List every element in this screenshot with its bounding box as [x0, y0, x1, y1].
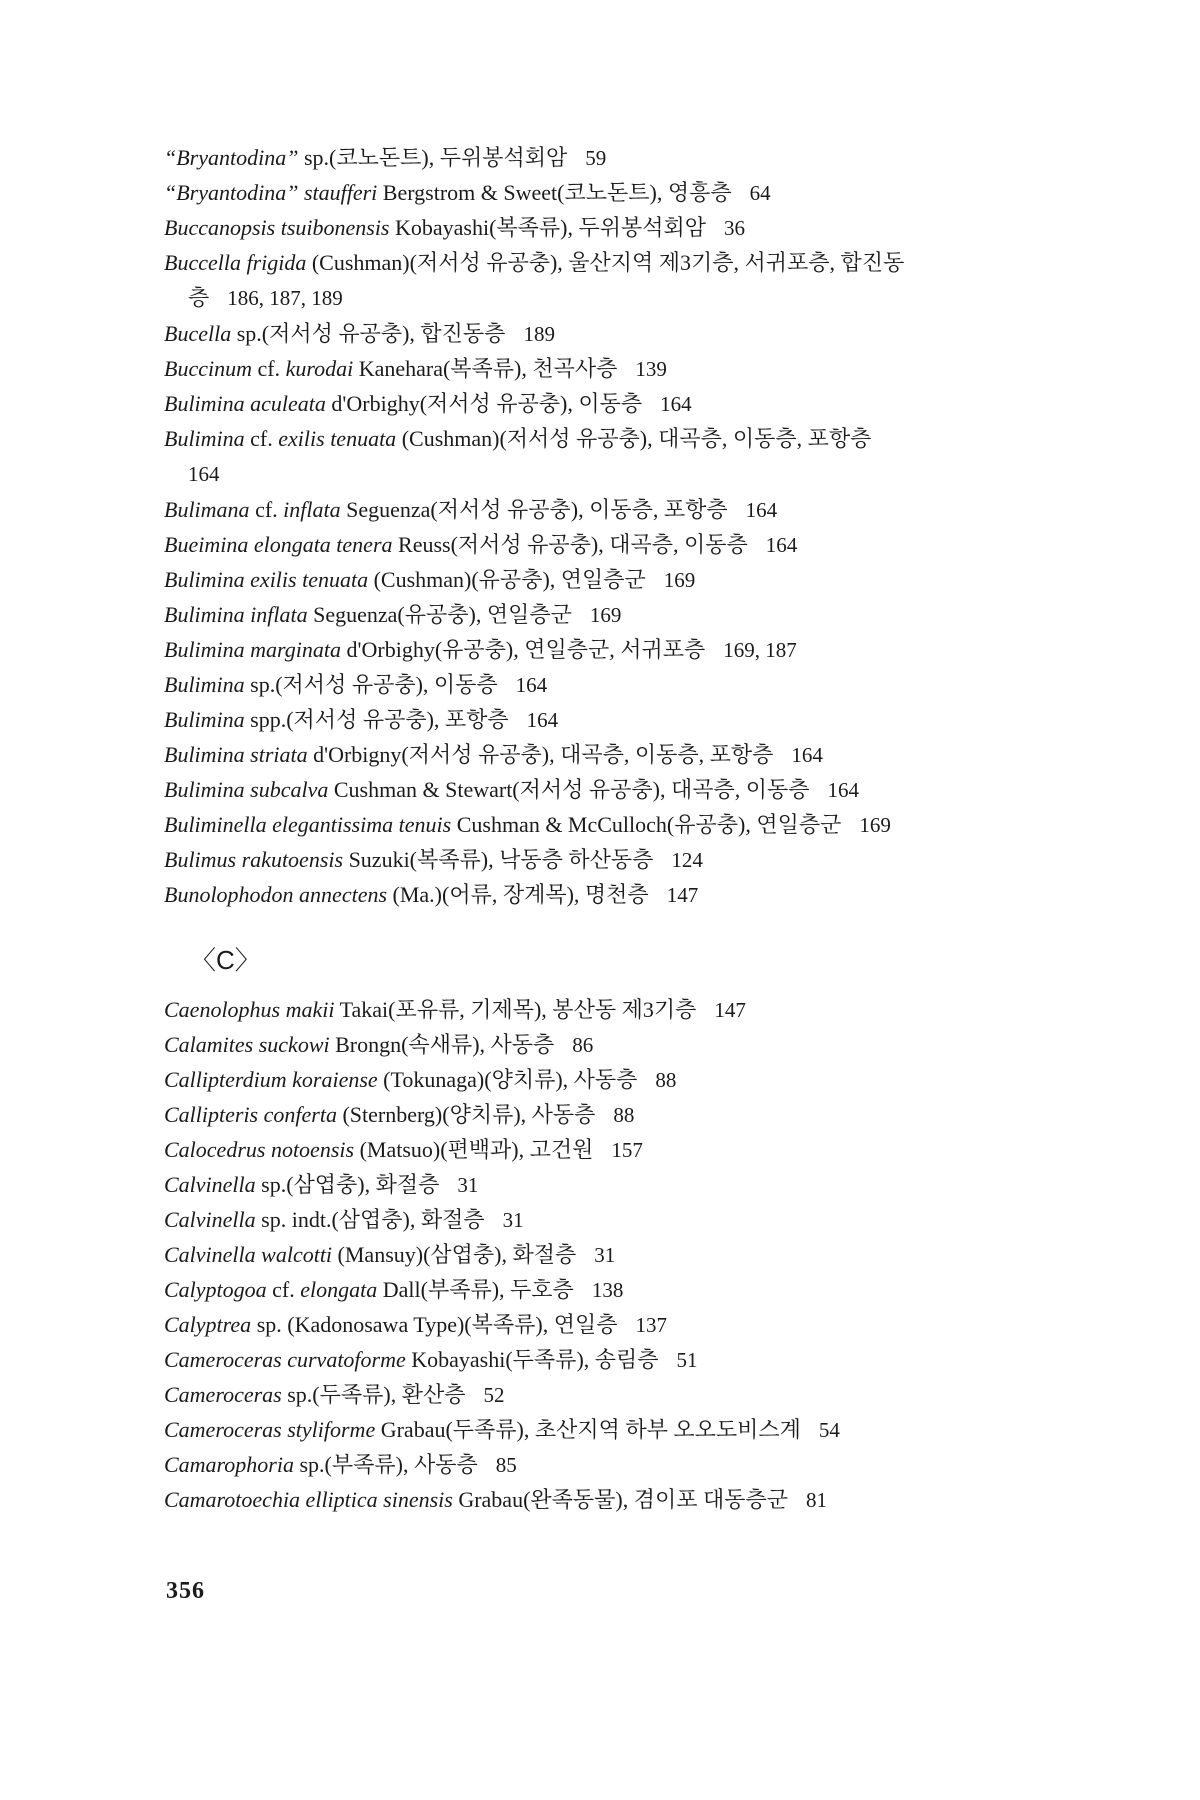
species-name: Bueimina elongata tenera: [164, 532, 393, 557]
index-entry: [164, 1272, 1064, 1307]
index-entry: [164, 210, 1064, 245]
page-reference: 186, 187, 189: [227, 286, 343, 310]
species-name: Buccinum: [164, 356, 252, 381]
page-reference: 164: [515, 673, 548, 697]
entry-description: Seguenza(유공충), 연일층군: [307, 602, 572, 627]
entry-description: Suzuki(복족류), 낙동층 하산동층: [343, 847, 654, 872]
index-entry: [164, 1132, 1064, 1167]
species-name: Buccanopsis tsuibonensis: [164, 215, 390, 240]
entry-description: (Ma.)(어류, 장계목), 명천층: [387, 882, 649, 907]
species-name: Bulimina subcalva: [164, 777, 329, 802]
entry-description: (Matsuo)(편백과), 고건원: [354, 1137, 594, 1162]
index-entry: [164, 772, 1064, 807]
index-entry: [164, 667, 1064, 702]
species-name: Bulimina inflata: [164, 602, 308, 627]
page-reference: 85: [495, 1453, 517, 1477]
entry-description: Grabau(완족동물), 겸이포 대동층군: [452, 1487, 788, 1512]
page-reference: 52: [483, 1383, 505, 1407]
page-reference: 86: [572, 1033, 594, 1057]
entry-description: sp.(두족류), 환산층: [281, 1382, 466, 1407]
page-reference: 164: [765, 533, 798, 557]
index-entry: [164, 351, 1064, 386]
index-section-b: [164, 140, 1064, 912]
page-reference: 124: [671, 848, 703, 872]
species-epithet: kurodai: [285, 356, 354, 381]
species-name: Bucella: [164, 321, 232, 346]
entry-description: spp.(저서성 유공충), 포항층: [244, 707, 509, 732]
entry-description: (Cushman)(저서성 유공충), 울산지역 제3기층, 서귀포층, 합진동: [306, 250, 905, 275]
entry-description: (Cushman)(저서성 유공충), 대곡층, 이동층, 포항층: [396, 426, 872, 451]
entry-description: Dall(부족류), 두호층: [377, 1277, 574, 1302]
index-entry: [164, 316, 1064, 351]
entry-description: Brongn(속새류), 사동층: [329, 1032, 555, 1057]
entry-description: sp. (Kadonosawa Type)(복족류), 연일층: [251, 1312, 618, 1337]
page-reference: 138: [591, 1278, 624, 1302]
page-reference: 88: [613, 1103, 635, 1127]
page-number: 356: [166, 1578, 205, 1604]
species-name: Bulimus rakutoensis: [164, 847, 344, 872]
page-reference: 164: [791, 743, 823, 767]
page-reference: 164: [745, 498, 778, 522]
index-entry: [164, 632, 1064, 667]
species-name: Calyptrea: [164, 1312, 252, 1337]
entry-continuation: [164, 456, 1064, 492]
entry-description: Takai(포유류, 기제목), 봉산동 제3기층: [334, 997, 697, 1022]
page-reference: 31: [502, 1208, 524, 1232]
species-name: Calamites suckowi: [164, 1032, 330, 1057]
entry-description: Kobayashi(두족류), 송림층: [405, 1347, 659, 1372]
species-name: Bulimina aculeata: [164, 391, 326, 416]
index-entry: [164, 737, 1064, 772]
species-name: Callipteris conferta: [164, 1102, 337, 1127]
species-epithet: inflata: [283, 497, 341, 522]
index-entry: [164, 1167, 1064, 1202]
page-reference: 139: [635, 357, 667, 381]
index-entry: [164, 1097, 1064, 1132]
species-name: “Bryantodina” staufferi: [164, 180, 378, 205]
page-reference: 164: [827, 778, 859, 802]
page-reference: 147: [714, 998, 746, 1022]
index-entry: [164, 1307, 1064, 1342]
species-epithet: elongata: [300, 1277, 378, 1302]
page-reference: 88: [655, 1068, 677, 1092]
index-entry: [164, 1412, 1064, 1447]
entry-description: (Tokunaga)(양치류), 사동층: [377, 1067, 638, 1092]
entry-description: (Cushman)(유공충), 연일층군: [368, 567, 646, 592]
index-entry: [164, 1202, 1064, 1237]
page-reference: 169: [859, 813, 891, 837]
entry-description: sp.(부족류), 사동층: [293, 1452, 478, 1477]
species-name: “Bryantodina”: [164, 145, 299, 170]
index-entry: [164, 877, 1064, 912]
page-reference: 81: [806, 1488, 827, 1512]
species-name: Callipterdium koraiense: [164, 1067, 378, 1092]
entry-description: Reuss(저서성 유공충), 대곡층, 이동층: [392, 532, 748, 557]
species-name: Calocedrus notoensis: [164, 1137, 355, 1162]
index-entry: [164, 421, 1064, 492]
index-entry: [164, 245, 1064, 316]
species-name: Buccella frigida: [164, 250, 307, 275]
index-entry: [164, 597, 1064, 632]
index-entry: [164, 1062, 1064, 1097]
species-index: [164, 140, 1064, 1517]
page-reference: 157: [611, 1138, 643, 1162]
page-reference: 64: [749, 181, 771, 205]
entry-description: cf.: [244, 426, 279, 451]
entry-description: sp.(코노돈트), 두위봉석회암: [298, 145, 568, 170]
section-heading-c: 〈C〉: [190, 945, 261, 975]
index-entry: [164, 1482, 1064, 1517]
species-name: Bunolophodon annectens: [164, 882, 388, 907]
index-entry: [164, 807, 1064, 842]
species-name: Caenolophus makii: [164, 997, 335, 1022]
index-entry: [164, 1447, 1064, 1482]
entry-description: sp. indt.(삼엽충), 화절층: [255, 1207, 485, 1232]
index-entry: [164, 492, 1064, 527]
entry-description: d'Orbighy(저서성 유공충), 이동층: [325, 391, 643, 416]
entry-continuation: [164, 280, 1064, 316]
index-entry: [164, 527, 1064, 562]
species-name: Cameroceras styliforme: [164, 1417, 376, 1442]
entry-description: Kanehara(복족류), 천곡사층: [353, 356, 618, 381]
entry-description: Kobayashi(복족류), 두위봉석회암: [389, 215, 707, 240]
page-reference: 169: [663, 568, 696, 592]
page-reference: 164: [526, 708, 559, 732]
entry-description: Seguenza(저서성 유공충), 이동층, 포항층: [340, 497, 728, 522]
entry-description: Bergstrom & Sweet(코노돈트), 영흥층: [377, 180, 732, 205]
index-entry: [164, 175, 1064, 210]
species-name: Bulimina exilis tenuata: [164, 567, 369, 592]
species-name: Bulimina: [164, 426, 245, 451]
page-reference: 31: [594, 1243, 616, 1267]
entry-description: cf.: [266, 1277, 301, 1302]
species-name: Bulimina marginata: [164, 637, 342, 662]
page-reference: 59: [585, 146, 607, 170]
entry-description: d'Orbighy(유공충), 연일층군, 서귀포층: [341, 637, 706, 662]
page-reference: 169: [589, 603, 622, 627]
entry-description: cf.: [251, 356, 286, 381]
species-name: Calvinella: [164, 1172, 256, 1197]
index-entry: [164, 1342, 1064, 1377]
page-reference: 51: [676, 1348, 698, 1372]
index-entry: [164, 1377, 1064, 1412]
continuation-text: 층: [188, 285, 210, 310]
index-entry: [164, 1027, 1064, 1062]
entry-description: sp.(저서성 유공충), 합진동층: [231, 321, 506, 346]
species-name: Bulimana: [164, 497, 250, 522]
species-epithet: exilis tenuata: [278, 426, 397, 451]
entry-description: sp.(삼엽충), 화절층: [255, 1172, 440, 1197]
index-entry: [164, 992, 1064, 1027]
species-name: Bulimina: [164, 672, 245, 697]
page-reference: 169, 187: [723, 638, 797, 662]
page-reference: 54: [818, 1418, 840, 1442]
species-name: Camarophoria: [164, 1452, 294, 1477]
entry-description: Grabau(두족류), 초산지역 하부 오오도비스계: [375, 1417, 801, 1442]
entry-description: sp.(저서성 유공충), 이동층: [244, 672, 498, 697]
page-reference: 164: [660, 392, 692, 416]
species-name: Bulimina striata: [164, 742, 308, 767]
page-reference: 147: [666, 883, 699, 907]
index-entry: [164, 386, 1064, 421]
index-entry: [164, 140, 1064, 175]
entry-description: d'Orbigny(저서성 유공충), 대곡층, 이동층, 포항층: [307, 742, 774, 767]
species-name: Cameroceras curvatoforme: [164, 1347, 406, 1372]
species-name: Calvinella walcotti: [164, 1242, 333, 1267]
index-section-c: [164, 992, 1064, 1517]
entry-description: cf.: [249, 497, 284, 522]
entry-description: Cushman & McCulloch(유공충), 연일층군: [451, 812, 842, 837]
species-name: Calyptogoa: [164, 1277, 267, 1302]
page-reference: 137: [635, 1313, 667, 1337]
index-entry: [164, 562, 1064, 597]
index-entry: [164, 842, 1064, 877]
entry-description: (Mansuy)(삼엽충), 화절층: [332, 1242, 577, 1267]
species-name: Cameroceras: [164, 1382, 282, 1407]
entry-description: Cushman & Stewart(저서성 유공충), 대곡층, 이동층: [328, 777, 810, 802]
index-entry: [164, 1237, 1064, 1272]
entry-description: (Sternberg)(양치류), 사동층: [336, 1102, 596, 1127]
page-reference: 164: [188, 462, 220, 486]
species-name: Bulimina: [164, 707, 245, 732]
index-entry: [164, 702, 1064, 737]
species-name: Buliminella elegantissima tenuis: [164, 812, 452, 837]
species-name: Calvinella: [164, 1207, 256, 1232]
page-reference: 31: [457, 1173, 479, 1197]
species-name: Camarotoechia elliptica sinensis: [164, 1487, 453, 1512]
page-reference: 36: [724, 216, 746, 240]
page-reference: 189: [523, 322, 555, 346]
